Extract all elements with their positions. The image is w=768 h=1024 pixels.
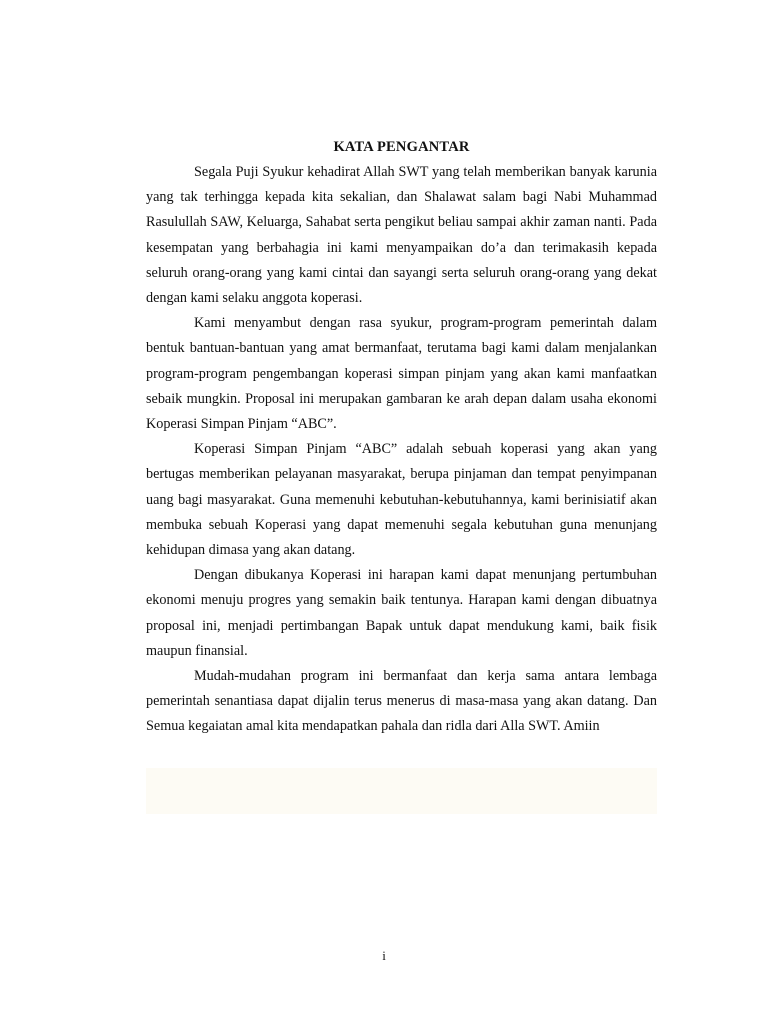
blank-tinted-area	[146, 768, 657, 814]
paragraph-4: Dengan dibukanya Koperasi ini harapan kami dapat menunjang pertumbuhan ekonomi menuju progres yang semakin baik tentunya. Harapan kami dengan dibuatnya proposal ini, menjadi pertimbangan Bapak untuk dapat mendukung kami, baik fisik maupun finansial.	[146, 567, 657, 659]
paragraph-1: Segala Puji Syukur kehadirat Allah SWT yang telah memberikan banyak karunia yang tak terhingga kepada kita sekalian, dan Shalawat salam bagi Nabi Muhammad Rasulullah SAW, Keluarga, Sahabat serta pengikut beliau sampai akhir zaman nanti. Pada kesempatan yang berbahagia ini kami menyampaikan do’a dan terimakasih kepada seluruh orang-orang yang kami cintai dan sayangi serta seluruh orang-orang yang dekat dengan kami selaku anggota koperasi.	[146, 164, 657, 307]
document-body	[146, 160, 657, 740]
paragraph-3: Koperasi Simpan Pinjam “ABC” adalah sebuah koperasi yang akan yang bertugas memberikan pelayanan masyarakat, berupa pinjaman dan tempat penyimpanan uang bagi masyarakat. Guna memenuhi kebutuhan-kebutuhannya, kami berinisiatif akan membuka sebuah Koperasi yang dapat memenuhi segala kebutuhan guna menunjang kehidupan dimasa yang akan datang.	[146, 441, 657, 559]
page-number: i	[382, 948, 386, 963]
paragraph-2: Kami menyambut dengan rasa syukur, program-program pemerintah dalam bentuk bantuan-bantuan yang amat bermanfaat, terutama bagi kami dalam menjalankan program-program pengembangan koperasi simpan pinjam yang akan kami manfaatkan sebaik mungkin. Proposal ini merupakan gambaran ke arah depan dalam usaha ekonomi Koperasi Simpan Pinjam “ABC”.	[146, 315, 657, 433]
page-title: KATA PENGANTAR	[333, 139, 470, 155]
paragraph-5: Mudah-mudahan program ini bermanfaat dan kerja sama antara lembaga pemerintah senantiasa dapat dijalin terus menerus di masa-masa yang akan datang. Dan Semua kegaiatan amal kita mendapatkan pahala dan ridla dari Alla SWT. Amiin	[146, 668, 657, 735]
